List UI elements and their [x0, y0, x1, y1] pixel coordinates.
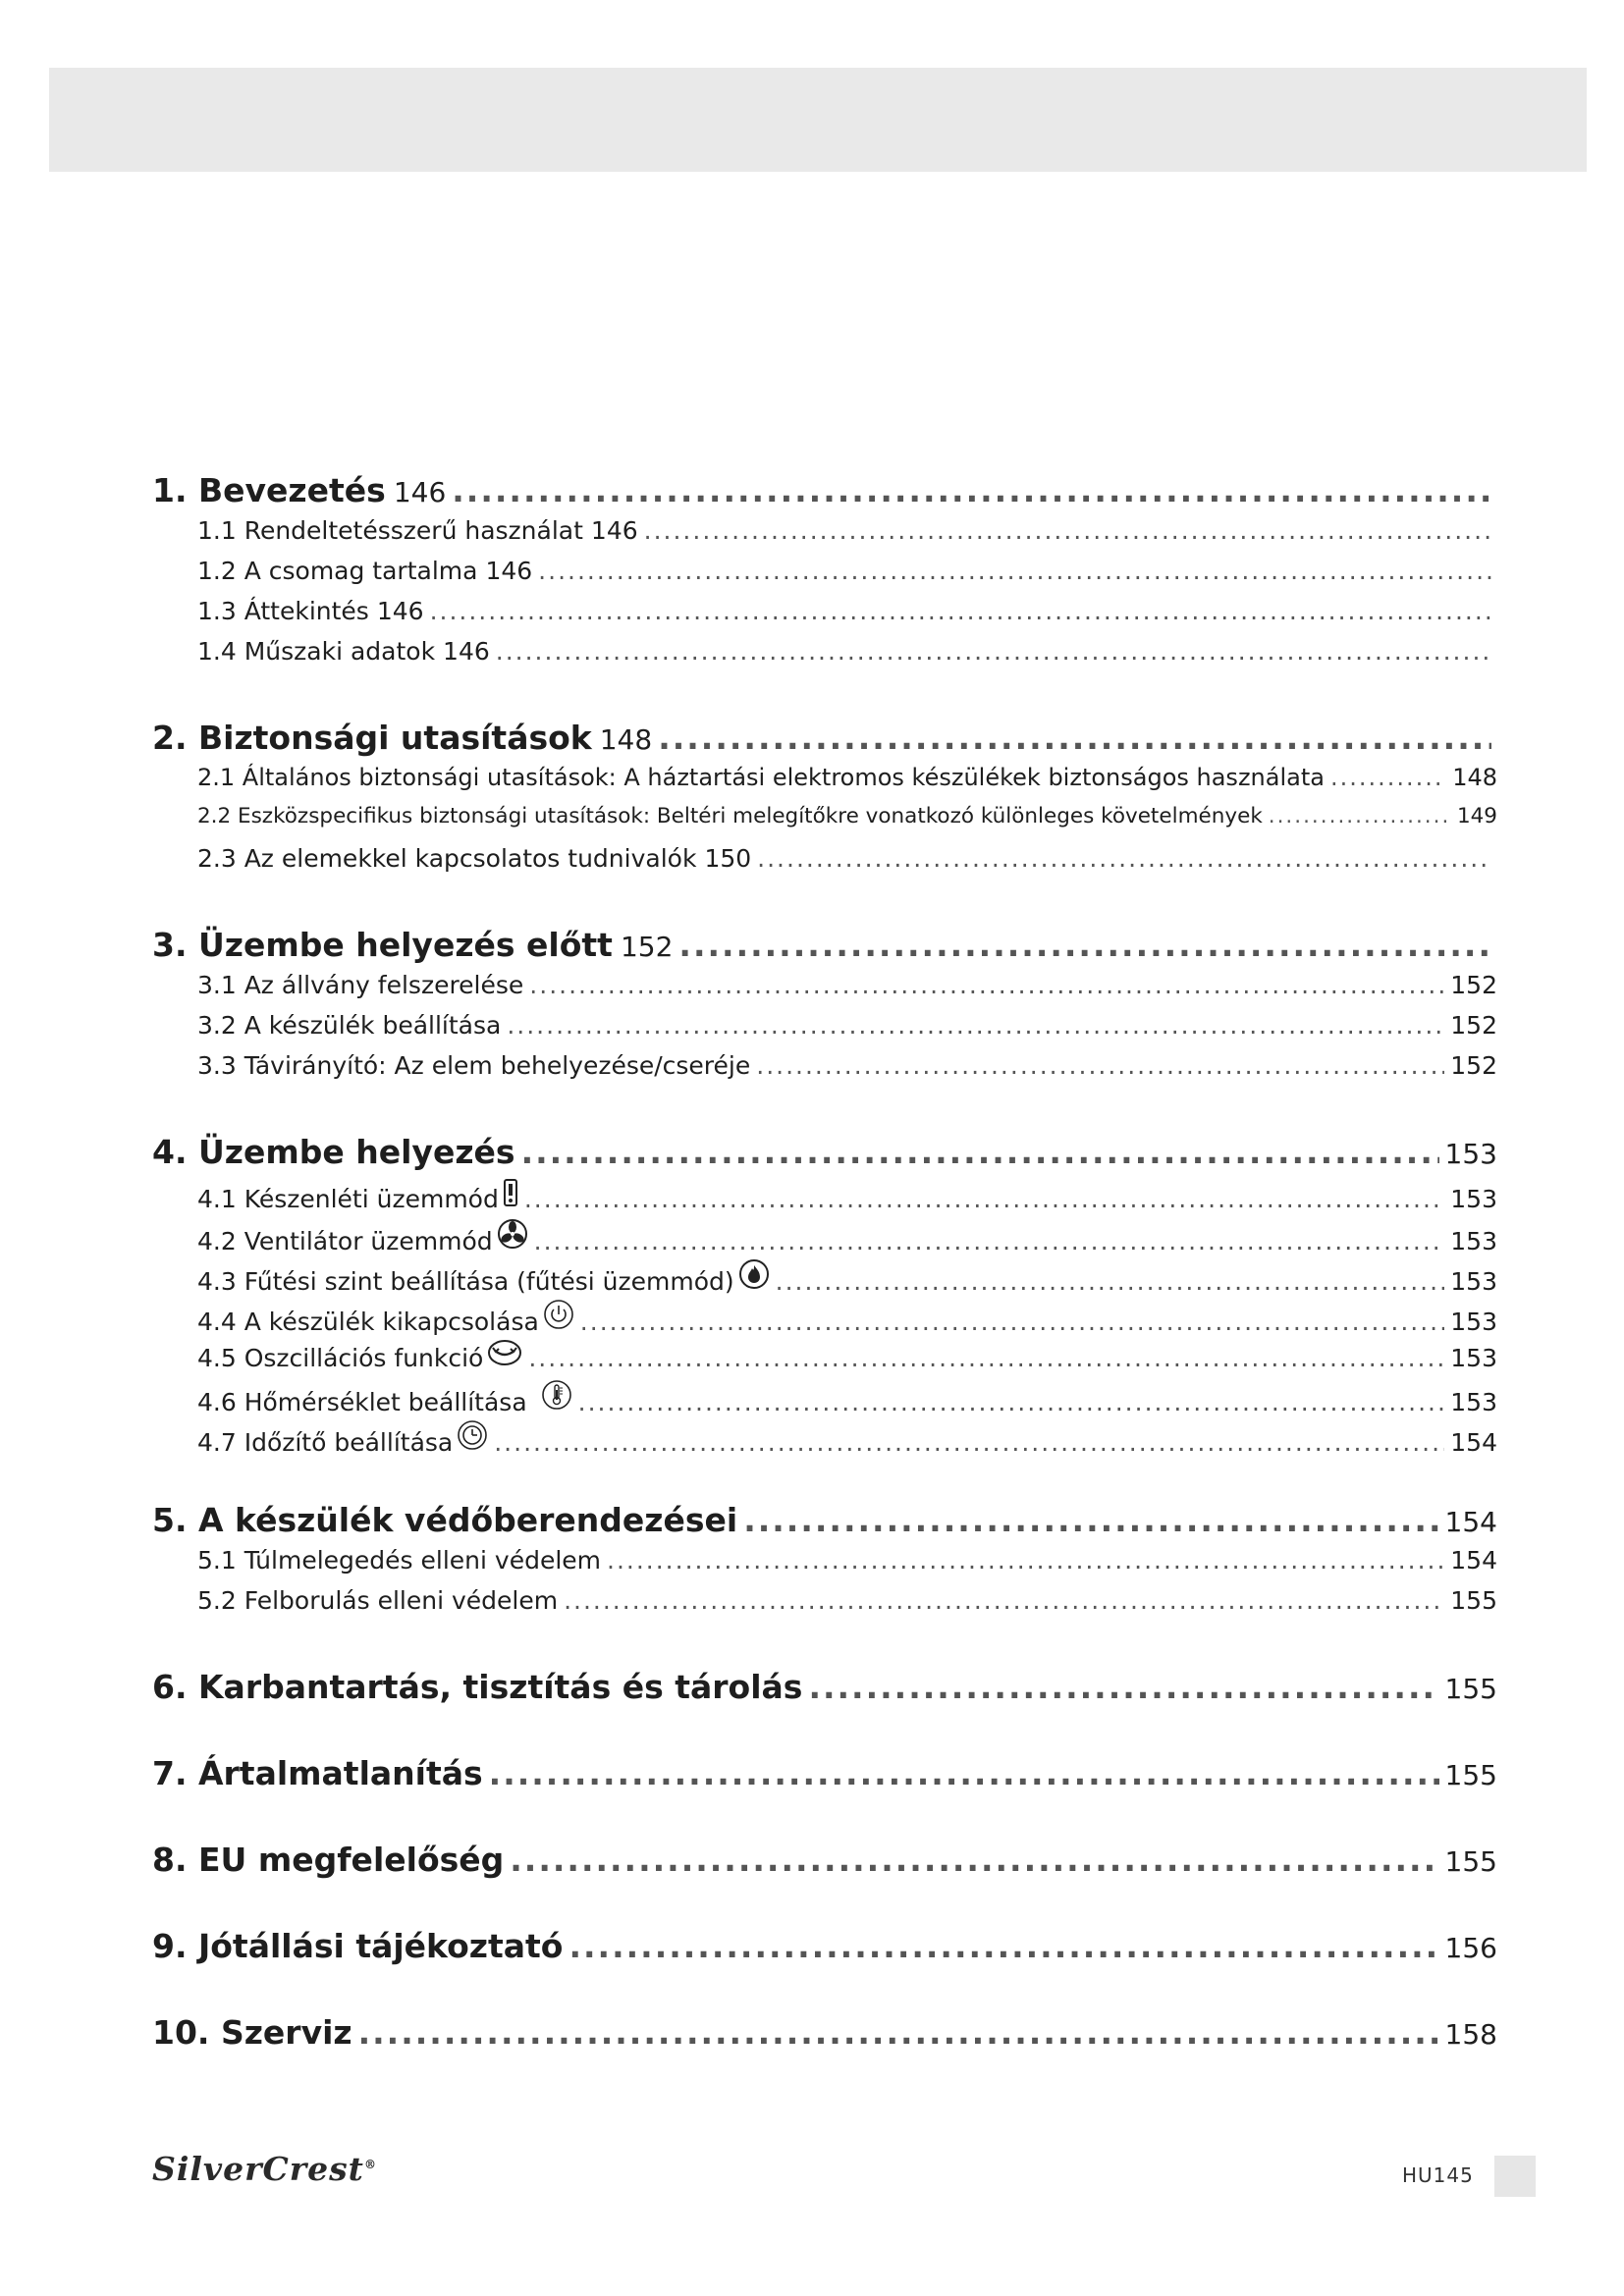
- toc-page-number: 152: [1450, 1051, 1497, 1080]
- toc-entry-title: 4.2 Ventilátor üzemmód: [197, 1227, 493, 1255]
- toc-section-2: [152, 719, 1497, 884]
- oscillation-icon: [487, 1339, 522, 1366]
- toc-page-number: 153: [1450, 1388, 1497, 1416]
- toc-entry[interactable]: [152, 1546, 1497, 1586]
- registered-mark: ®: [363, 2158, 377, 2171]
- toc-heading[interactable]: [152, 926, 1497, 971]
- toc-entry[interactable]: [152, 971, 1497, 1011]
- leader-dots: [1269, 804, 1451, 828]
- toc-page-number: 146: [485, 557, 533, 585]
- toc-entry[interactable]: [152, 1178, 1497, 1218]
- leader-dots: [510, 1841, 1438, 1879]
- toc-page-number: 153: [1450, 1267, 1497, 1296]
- toc-heading[interactable]: [152, 719, 1497, 764]
- toc-page-number: 153: [1450, 1185, 1497, 1213]
- header-bar: [49, 68, 1587, 172]
- toc-heading-title: 9. Jótállási tájékoztató: [152, 1927, 564, 1965]
- brand-logo: [152, 2150, 377, 2188]
- leader-dots: [776, 1267, 1445, 1296]
- toc-entry-title: 1.1 Rendeltetésszerű használat: [197, 516, 583, 545]
- page-number-footer: HU145: [1402, 2163, 1474, 2187]
- standby-icon: [503, 1178, 518, 1207]
- toc-page-number: 150: [704, 844, 752, 873]
- toc-entry[interactable]: [152, 1299, 1497, 1339]
- leader-dots: [524, 1185, 1444, 1213]
- toc-entry[interactable]: [152, 1586, 1497, 1627]
- toc-entry-title: 5.2 Felborulás elleni védelem: [197, 1586, 559, 1615]
- toc-page-number: 152: [1450, 1011, 1497, 1040]
- toc-heading[interactable]: [152, 471, 1497, 516]
- toc-page-number: 154: [1450, 1546, 1497, 1575]
- toc-entry[interactable]: [152, 1339, 1497, 1379]
- leader-dots: [534, 1227, 1445, 1255]
- leader-dots: [489, 1754, 1439, 1792]
- toc-entry[interactable]: [152, 1258, 1497, 1299]
- toc-entry-title: 1.4 Műszaki adatok: [197, 637, 436, 666]
- leader-dots: [756, 1051, 1444, 1080]
- toc-page-number: 146: [590, 516, 638, 545]
- toc-page-number: 153: [1450, 1308, 1497, 1336]
- toc-heading[interactable]: [152, 1668, 1497, 1713]
- flame-icon: [738, 1258, 770, 1290]
- toc-heading[interactable]: [152, 1841, 1497, 1886]
- toc-page-number: 156: [1444, 1932, 1497, 1964]
- toc-heading-title: 2. Biztonsági utasítások: [152, 719, 592, 757]
- toc-section-5: [152, 1501, 1497, 1627]
- leader-dots: [494, 1428, 1444, 1457]
- toc-entry[interactable]: [152, 516, 1497, 557]
- toc-page-number: 146: [443, 637, 490, 666]
- toc-entry[interactable]: [152, 1051, 1497, 1092]
- leader-dots: [538, 557, 1491, 585]
- leader-dots: [528, 1344, 1444, 1372]
- toc-entry-title: 3.3 Távirányító: Az elem behelyezése/cseréje: [197, 1051, 751, 1080]
- toc-entry[interactable]: [152, 844, 1497, 884]
- toc-entry-title: 4.5 Oszcillációs funkció: [197, 1344, 484, 1372]
- toc-heading[interactable]: [152, 2013, 1497, 2058]
- leader-dots: [452, 471, 1491, 509]
- toc-page-number: 152: [1450, 971, 1497, 999]
- toc-heading-title: 3. Üzembe helyezés előtt: [152, 926, 613, 964]
- brand-name: SilverCrest: [152, 2150, 364, 2188]
- leader-dots: [757, 844, 1491, 873]
- toc-heading[interactable]: [152, 1501, 1497, 1546]
- toc-section-4: [152, 1133, 1497, 1460]
- toc-section-6: [152, 1668, 1497, 1713]
- toc-page-number: 155: [1444, 1845, 1497, 1878]
- toc-section-8: [152, 1841, 1497, 1886]
- toc-section-7: [152, 1754, 1497, 1799]
- leader-dots: [808, 1668, 1438, 1706]
- toc-entry[interactable]: [152, 764, 1497, 804]
- leader-dots: [580, 1308, 1444, 1336]
- table-of-contents: [152, 471, 1497, 2100]
- leader-dots: [568, 1927, 1438, 1965]
- toc-page-number: 148: [1452, 764, 1497, 791]
- toc-entry[interactable]: [152, 1218, 1497, 1258]
- toc-entry-title: 2.1 Általános biztonsági utasítások: A háztartási elektromos készülékek biztonságos használata: [197, 764, 1325, 791]
- timer-icon: [457, 1419, 488, 1451]
- toc-heading[interactable]: [152, 1133, 1497, 1178]
- toc-section-9: [152, 1927, 1497, 1972]
- toc-page-number: 155: [1450, 1586, 1497, 1615]
- toc-entry[interactable]: [152, 804, 1497, 844]
- toc-heading-title: 8. EU megfelelőség: [152, 1841, 505, 1879]
- toc-page-number: 153: [1450, 1344, 1497, 1372]
- leader-dots: [430, 597, 1491, 625]
- leader-dots: [529, 971, 1444, 999]
- toc-entry-title: 3.1 Az állvány felszerelése: [197, 971, 524, 999]
- toc-entry-title: 3.2 A készülék beállítása: [197, 1011, 502, 1040]
- leader-dots: [496, 637, 1491, 666]
- toc-entry[interactable]: [152, 1011, 1497, 1051]
- toc-page-number: 158: [1444, 2018, 1497, 2051]
- leader-dots: [358, 2013, 1439, 2052]
- power-icon: [543, 1299, 574, 1330]
- leader-dots: [507, 1011, 1444, 1040]
- leader-dots: [644, 516, 1491, 545]
- toc-page-number: 155: [1444, 1759, 1497, 1791]
- toc-entry-title: 4.1 Készenléti üzemmód: [197, 1185, 499, 1213]
- toc-page-number: 153: [1444, 1138, 1497, 1170]
- leader-dots: [1330, 764, 1446, 791]
- toc-heading[interactable]: [152, 1754, 1497, 1799]
- leader-dots: [658, 719, 1491, 757]
- leader-dots: [578, 1388, 1445, 1416]
- toc-entry-title: 4.4 A készülék kikapcsolása: [197, 1308, 539, 1336]
- toc-heading-title: 4. Üzembe helyezés: [152, 1133, 515, 1171]
- toc-heading-title: 6. Karbantartás, tisztítás és tárolás: [152, 1668, 803, 1706]
- toc-entry-title: 5.1 Túlmelegedés elleni védelem: [197, 1546, 601, 1575]
- toc-entry[interactable]: [152, 597, 1497, 637]
- toc-entry-title: 4.6 Hőmérséklet beállítása: [197, 1388, 527, 1416]
- toc-page-number: 154: [1444, 1506, 1497, 1538]
- toc-heading-title: 10. Szerviz: [152, 2013, 352, 2052]
- toc-entry[interactable]: [152, 1419, 1497, 1460]
- toc-page-number: 149: [1456, 804, 1497, 828]
- toc-page-number: 153: [1450, 1227, 1497, 1255]
- fan-icon: [497, 1218, 528, 1250]
- toc-entry-title: 2.3 Az elemekkel kapcsolatos tudnivalók: [197, 844, 697, 873]
- toc-entry[interactable]: [152, 637, 1497, 677]
- toc-page-number: 146: [376, 597, 424, 625]
- toc-entry[interactable]: [152, 557, 1497, 597]
- toc-entry-title: 4.3 Fűtési szint beállítása (fűtési üzemmód): [197, 1267, 734, 1296]
- toc-heading-title: 7. Ártalmatlanítás: [152, 1754, 483, 1792]
- toc-section-10: [152, 2013, 1497, 2058]
- toc-page-number: 146: [393, 476, 447, 508]
- toc-page-number: 154: [1450, 1428, 1497, 1457]
- toc-heading[interactable]: [152, 1927, 1497, 1972]
- toc-entry-title: 1.3 Áttekintés: [197, 597, 369, 625]
- toc-entry-title: 2.2 Eszközspecifikus biztonsági utasítások: Beltéri melegítőkre vonatkozó különleges követelmények: [197, 804, 1263, 828]
- toc-page-number: 148: [599, 723, 653, 756]
- toc-page-number: 152: [620, 931, 674, 963]
- toc-entry[interactable]: [152, 1379, 1497, 1419]
- toc-entry-title: 4.7 Időzítő beállítása: [197, 1428, 454, 1457]
- toc-heading-title: 5. A készülék védőberendezései: [152, 1501, 738, 1539]
- leader-dots: [564, 1586, 1444, 1615]
- leader-dots: [743, 1501, 1438, 1539]
- toc-entry-title: 1.2 A csomag tartalma: [197, 557, 478, 585]
- leader-dots: [521, 1133, 1439, 1171]
- leader-dots: [678, 926, 1491, 964]
- toc-heading-title: 1. Bevezetés: [152, 471, 386, 509]
- toc-section-1: [152, 471, 1497, 677]
- toc-page-number: 155: [1444, 1673, 1497, 1705]
- page-tab-marker: [1494, 2156, 1536, 2197]
- leader-dots: [607, 1546, 1444, 1575]
- toc-section-3: [152, 926, 1497, 1092]
- thermometer-icon: [541, 1379, 572, 1411]
